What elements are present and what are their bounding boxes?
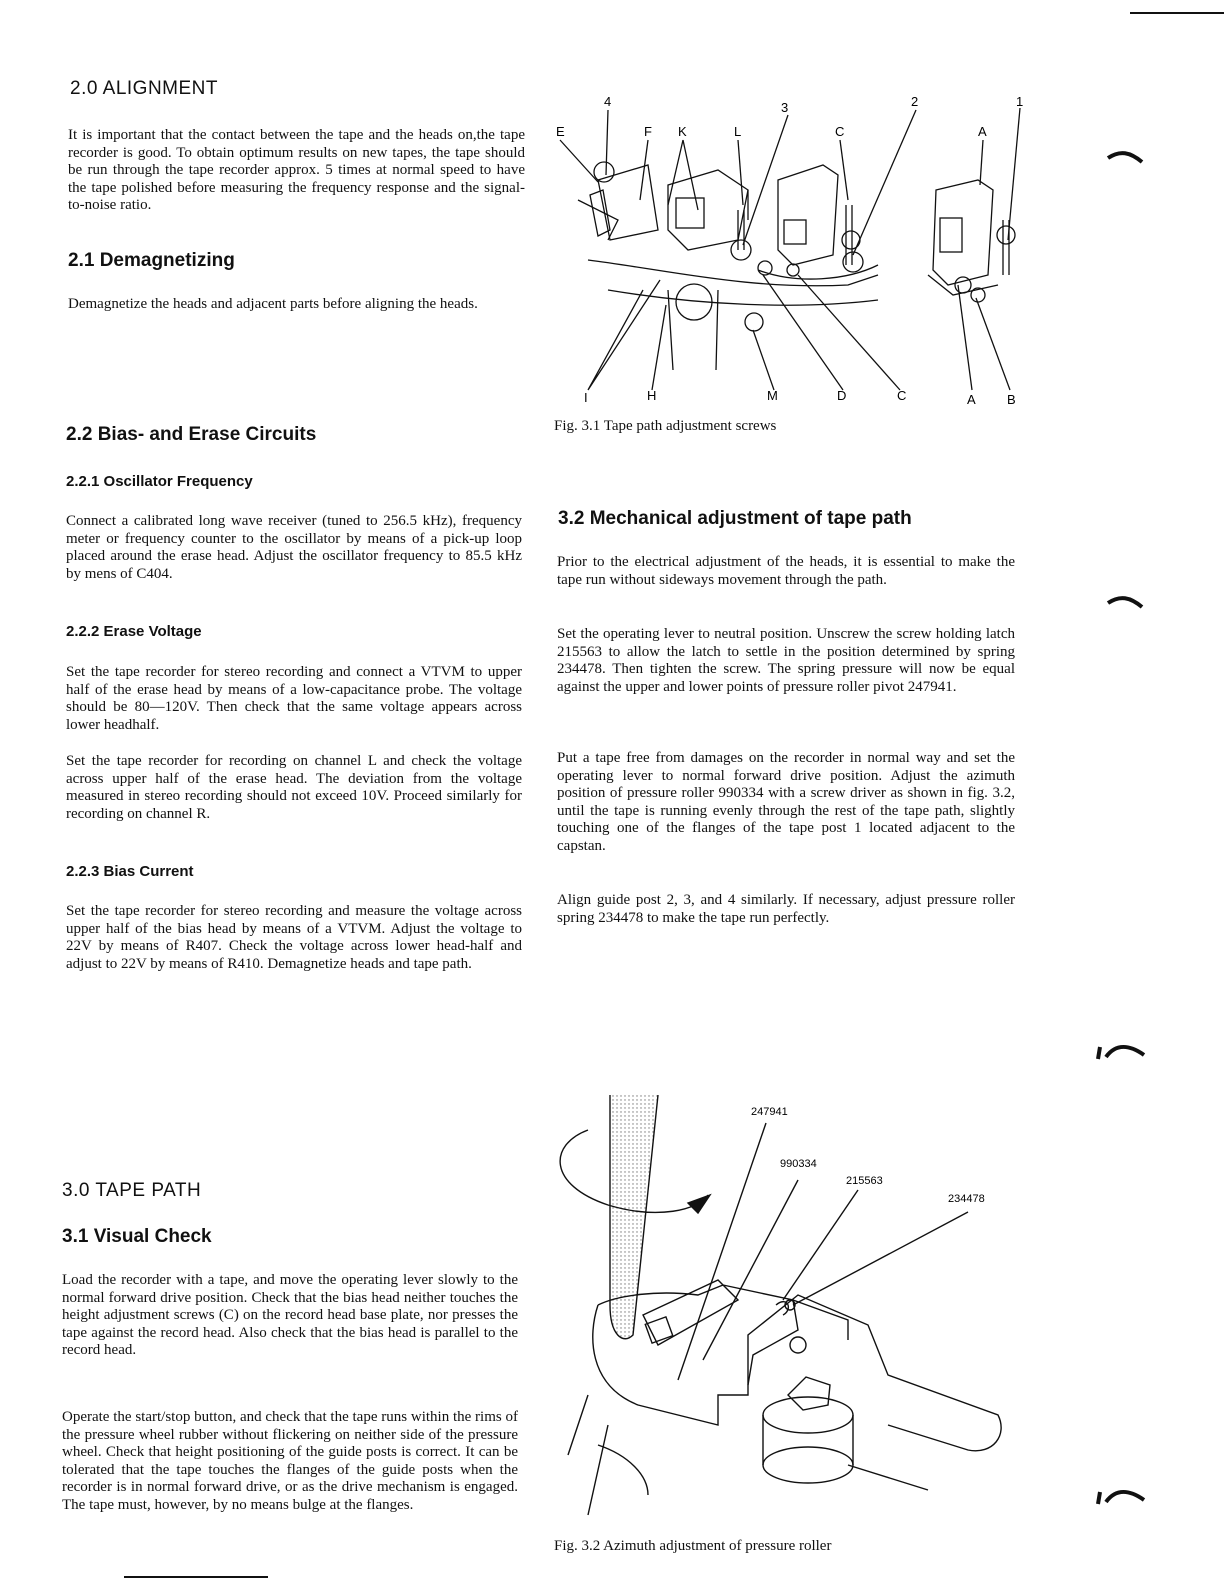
heading-2-2-2: 2.2.2 Erase Voltage (66, 623, 202, 640)
para-3-1a: Load the recorder with a tape, and move the operating lever slowly to the normal forward drive position. Check that the bias head neither touches the height adjustment screws (C) on the record head base plate, nor presses the tape against the record head. Also check that the bias head is parallel to the record head. (62, 1272, 518, 1358)
para-2-2-2a: Set the tape recorder for stereo recording and connect a VTVM to upper half of the erase head by means of a low-capacitance probe. The voltage should be 80—120V. Then check that the same voltage appears across lower headhalf. (66, 664, 522, 733)
heading-3-2: 3.2 Mechanical adjustment of tape path (558, 508, 912, 529)
margin-mark (1092, 1035, 1152, 1065)
fig31-label-mid-3: L (734, 124, 742, 139)
fig-3-1-caption: Fig. 3.1 Tape path adjustment screws (554, 418, 777, 434)
heading-2-0: 2.0 ALIGNMENT (70, 78, 218, 99)
heading-2-2-3: 2.2.3 Bias Current (66, 863, 194, 880)
bottom-rule (124, 1576, 268, 1578)
heading-2-1: 2.1 Demagnetizing (68, 250, 235, 271)
margin-mark (1100, 585, 1150, 615)
para-2-2-2b: Set the tape recorder for recording on channel L and check the voltage across upper half of the erase head. The deviation from the voltage measured in stereo recording should not exceed 10V. Proceed similarly for recording on channel R. (66, 753, 522, 822)
fig31-label-bottom-6: B (1007, 392, 1016, 407)
para-3-2d: Align guide post 2, 3, and 4 similarly. If necessary, adjust pressure roller spring 234478 to make the tape run perfectly. (557, 892, 1015, 926)
fig32-label-0: 247941 (751, 1106, 788, 1118)
fig31-label-mid-1: F (644, 124, 652, 139)
para-2-1: Demagnetize the heads and adjacent parts before aligning the heads. (68, 296, 478, 312)
margin-mark (1092, 1480, 1152, 1510)
heading-2-2: 2.2 Bias- and Erase Circuits (66, 424, 317, 445)
fig31-label-bottom-5: A (967, 392, 976, 407)
heading-3-0: 3.0 TAPE PATH (62, 1180, 202, 1201)
fig-3-2-caption: Fig. 3.2 Azimuth adjustment of pressure roller (554, 1538, 832, 1554)
fig31-label-top-3: 1 (1016, 94, 1024, 109)
para-2-2-3: Set the tape recorder for stereo recording and measure the voltage across upper half of the bias head by means of a VTVM. Adjust the voltage to 22V by means of R407. Check the voltage across lower head-half and adjust to 22V by means of R410. Demagnetize heads and tape path. (66, 903, 522, 972)
fig32-label-1: 990334 (780, 1158, 817, 1170)
para-2-2-1: Connect a calibrated long wave receiver (tuned to 256.5 kHz), frequency meter or frequency counter to the oscillator by means of a pick-up loop placed around the erase head. Adjust the oscillator frequency to 85.5 kHz by mens of C404. (66, 513, 522, 582)
fig31-label-bottom-0: I (584, 390, 588, 405)
fig-3-2-diagram (548, 1095, 1008, 1520)
heading-2-2-1: 2.2.1 Oscillator Frequency (66, 473, 253, 490)
fig31-label-mid-0: E (556, 124, 565, 139)
fig31-label-top-1: 3 (781, 100, 789, 115)
fig31-label-top-0: 4 (604, 94, 612, 109)
para-3-2a: Prior to the electrical adjustment of the heads, it is essential to make the tape run without sideways movement through the path. (557, 554, 1015, 588)
fig31-label-mid-2: K (678, 124, 687, 139)
para-3-1b: Operate the start/stop button, and check that the tape runs within the rims of the pressure wheel rubber without flickering on neither side of the pressure wheel. Check that height positioning of the guide posts is correct. It can be tolerated that the tape touches the flanges of the guide posts when the recorder is in normal forward drive, or as the drive mechanism is engaged. The tape must, however, by no means bulge at the flanges. (62, 1409, 518, 1513)
top-rule (1130, 12, 1224, 14)
fig31-label-bottom-4: C (897, 388, 907, 403)
fig-3-1-diagram (548, 90, 1038, 410)
fig31-label-bottom-3: D (837, 388, 847, 403)
fig31-label-mid-5: A (978, 124, 987, 139)
fig31-label-top-2: 2 (911, 94, 919, 109)
margin-mark (1100, 140, 1150, 170)
fig31-label-mid-4: C (835, 124, 845, 139)
fig32-label-2: 215563 (846, 1175, 883, 1187)
para-3-2b: Set the operating lever to neutral position. Unscrew the screw holding latch 215563 to allow the latch to settle in the position determined by spring 234478. Then tighten the screw. The spring pressure will now be equal against the upper and lower points of pressure roller pivot 247941. (557, 626, 1015, 695)
fig32-label-3: 234478 (948, 1193, 985, 1205)
heading-3-1: 3.1 Visual Check (62, 1226, 212, 1247)
para-2-0: It is important that the contact between the tape and the heads on,the tape recorder is good. To obtain optimum results on new tapes, the tape should be run through the tape recorder approx. 5 times at normal speed to have the tape polished before measuring the frequency response and the signal-to-noise ratio. (68, 127, 525, 213)
fig31-label-bottom-2: M (767, 388, 778, 403)
para-3-2c: Put a tape free from damages on the recorder in normal way and set the operating lever to normal forward drive position. Adjust the azimuth position of pressure roller 990334 with a screw driver as shown in fig. 3.2, until the tape is running evenly through the rest of the tape path, slightly touching one of the flanges of the tape post 1 located adjacent to the capstan. (557, 750, 1015, 854)
fig31-label-bottom-1: H (647, 388, 657, 403)
